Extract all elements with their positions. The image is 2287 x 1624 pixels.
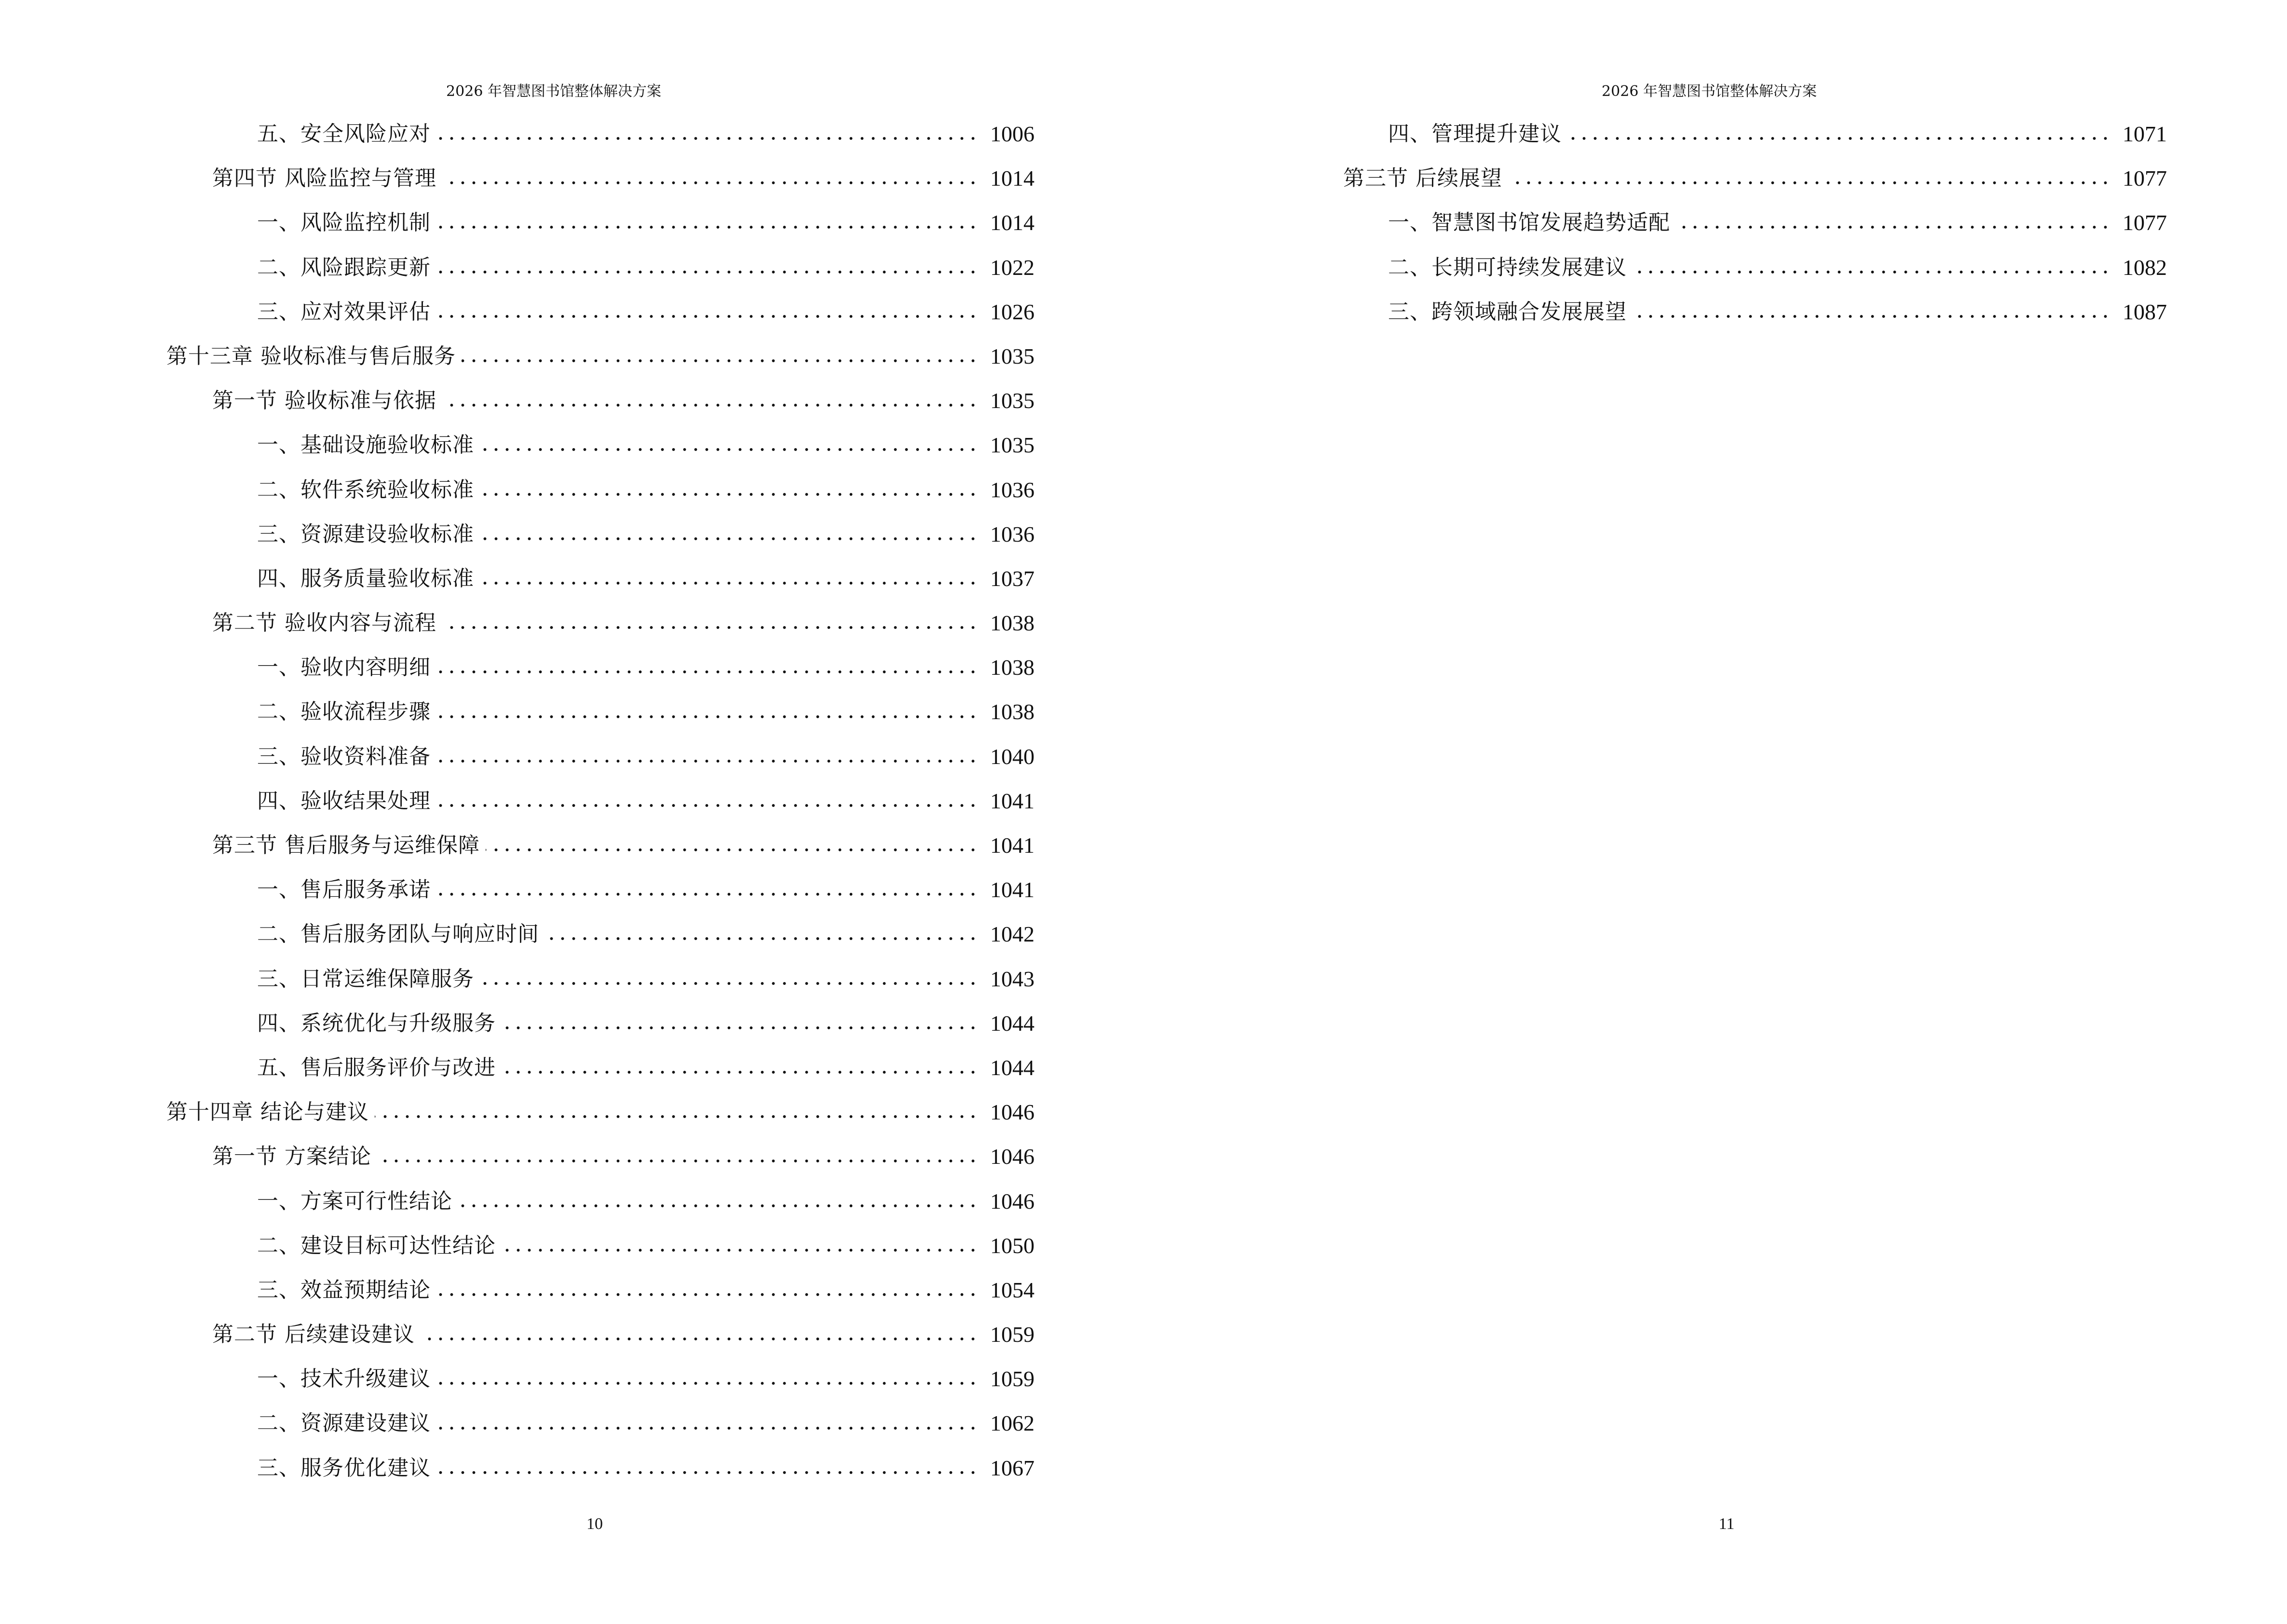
dot-leader	[436, 269, 979, 275]
toc-entry-item[interactable]	[166, 957, 1035, 1001]
toc-entry-item[interactable]	[1297, 201, 2167, 245]
toc-entry-label: 二、资源建设建议	[257, 1411, 431, 1436]
dot-leader	[436, 669, 979, 675]
toc-entry-label: 一、风险监控机制	[257, 210, 431, 235]
toc-entry-label: 三、日常运维保障服务	[257, 966, 474, 991]
dot-leader	[436, 224, 979, 230]
toc-entry-chapter[interactable]	[166, 1090, 1035, 1134]
toc-entry-label: 一、基础设施验收标准	[257, 433, 474, 458]
toc-entry-item[interactable]	[166, 290, 1035, 334]
dot-leader	[1633, 314, 2111, 319]
toc-entry-label: 二、验收流程步骤	[257, 699, 431, 724]
toc-entry-page-number: 1046	[990, 1100, 1035, 1125]
toc-entry-page-number: 1038	[990, 655, 1035, 680]
toc-entry-page-number: 1046	[990, 1144, 1035, 1169]
toc-entry-label: 第一节 方案结论	[212, 1144, 371, 1169]
toc-entry-item[interactable]	[166, 1446, 1035, 1490]
toc-entry-label: 第二节 验收内容与流程	[212, 611, 436, 636]
toc-entry-section[interactable]	[166, 156, 1035, 201]
toc-entry-label: 第三节 售后服务与运维保障	[212, 833, 480, 858]
toc-entry-label: 三、应对效果评估	[257, 299, 431, 324]
dot-leader	[436, 714, 979, 720]
toc-entry-item[interactable]	[166, 912, 1035, 956]
page-number: 11	[1718, 1515, 1735, 1533]
toc-entry-section[interactable]	[1297, 156, 2167, 201]
toc-entry-page-number: 1077	[2123, 210, 2167, 235]
running-header: 2026 年智慧图书馆整体解决方案	[446, 83, 661, 100]
toc-entry-label: 第一节 验收标准与依据	[212, 388, 436, 413]
toc-entry-page-number: 1050	[990, 1233, 1035, 1258]
dot-leader	[1508, 180, 2111, 186]
toc-entry-label: 第十四章 结论与建议	[166, 1100, 369, 1125]
toc-entry-label: 三、验收资料准备	[257, 744, 431, 769]
toc-entry-section[interactable]	[166, 601, 1035, 645]
toc-entry-item[interactable]	[166, 1268, 1035, 1312]
toc-entry-page-number: 1067	[990, 1455, 1035, 1480]
toc-entry-page-number: 1044	[990, 1055, 1035, 1080]
toc-entry-page-number: 1044	[990, 1010, 1035, 1036]
toc-list	[166, 112, 1035, 1490]
toc-entry-label: 一、方案可行性结论	[257, 1188, 452, 1214]
toc-entry-label: 三、服务优化建议	[257, 1455, 431, 1480]
toc-entry-label: 三、资源建设验收标准	[257, 521, 474, 546]
dot-leader	[436, 891, 979, 897]
toc-entry-label: 三、效益预期结论	[257, 1277, 431, 1302]
dot-leader	[436, 136, 979, 141]
toc-entry-item[interactable]	[1297, 112, 2167, 156]
toc-entry-label: 一、售后服务承诺	[257, 877, 431, 902]
toc-entry-page-number: 1006	[990, 122, 1035, 146]
toc-entry-item[interactable]	[166, 201, 1035, 245]
dot-leader	[545, 936, 979, 942]
dot-leader	[442, 180, 979, 186]
dot-leader	[502, 1069, 979, 1075]
toc-entry-item[interactable]	[166, 1357, 1035, 1401]
toc-entry-page-number: 1035	[990, 433, 1035, 458]
dot-leader	[436, 803, 979, 808]
toc-entry-page-number: 1062	[990, 1411, 1035, 1436]
toc-entry-page-number: 1042	[990, 922, 1035, 947]
toc-entry-item[interactable]	[166, 1224, 1035, 1268]
dot-leader	[436, 1292, 979, 1297]
toc-entry-item[interactable]	[166, 868, 1035, 912]
toc-entry-label: 一、智慧图书馆发展趋势适配	[1388, 210, 1670, 235]
toc-entry-page-number: 1071	[2123, 122, 2167, 146]
toc-entry-item[interactable]	[166, 1001, 1035, 1046]
toc-entry-page-number: 1036	[990, 477, 1035, 502]
toc-entry-item[interactable]	[166, 735, 1035, 779]
toc-entry-item[interactable]	[166, 423, 1035, 467]
dot-leader	[1676, 224, 2111, 230]
toc-entry-page-number: 1014	[990, 210, 1035, 235]
toc-entry-label: 第十三章 验收标准与售后服务	[166, 343, 456, 368]
toc-entry-page-number: 1054	[990, 1277, 1035, 1302]
dot-leader	[1567, 136, 2111, 141]
dot-leader	[436, 1425, 979, 1431]
dot-leader	[442, 625, 979, 630]
toc-page-right	[1144, 0, 2287, 1624]
toc-entry-label: 二、售后服务团队与响应时间	[257, 922, 539, 947]
toc-entry-section[interactable]	[166, 823, 1035, 868]
toc-entry-item[interactable]	[166, 246, 1035, 290]
toc-entry-page-number: 1043	[990, 966, 1035, 991]
toc-entry-page-number: 1082	[2123, 255, 2167, 280]
dot-leader	[458, 1203, 979, 1209]
toc-entry-page-number: 1059	[990, 1366, 1035, 1392]
toc-entry-item[interactable]	[166, 690, 1035, 734]
toc-entry-item[interactable]	[166, 112, 1035, 156]
toc-entry-item[interactable]	[166, 1179, 1035, 1224]
toc-entry-page-number: 1036	[990, 521, 1035, 546]
toc-entry-item[interactable]	[166, 779, 1035, 823]
toc-entry-page-number: 1041	[990, 833, 1035, 858]
toc-entry-item[interactable]	[1297, 246, 2167, 290]
toc-entry-label: 第四节 风险监控与管理	[212, 166, 436, 191]
toc-entry-label: 第二节 后续建设建议	[212, 1322, 415, 1347]
dot-leader	[486, 847, 979, 853]
toc-entry-label: 四、服务质量验收标准	[257, 566, 474, 591]
toc-list	[1297, 112, 2167, 334]
toc-entry-section[interactable]	[166, 1134, 1035, 1179]
dot-leader	[436, 758, 979, 764]
toc-entry-label: 三、跨领域融合发展展望	[1388, 299, 1627, 324]
toc-entry-page-number: 1087	[2123, 299, 2167, 324]
toc-entry-item[interactable]	[1297, 290, 2167, 334]
toc-entry-label: 一、验收内容明细	[257, 655, 431, 680]
toc-entry-page-number: 1059	[990, 1322, 1035, 1347]
dot-leader	[502, 1025, 979, 1031]
toc-entry-page-number: 1022	[990, 255, 1035, 280]
toc-entry-label: 五、售后服务评价与改进	[257, 1055, 496, 1080]
toc-entry-item[interactable]	[166, 468, 1035, 512]
dot-leader	[1633, 269, 2111, 275]
toc-entry-item[interactable]	[166, 1401, 1035, 1446]
toc-entry-page-number: 1038	[990, 699, 1035, 724]
dot-leader	[480, 981, 979, 986]
dot-leader	[375, 1114, 979, 1119]
toc-entry-page-number: 1077	[2123, 166, 2167, 191]
toc-entry-label: 第三节 后续展望	[1343, 166, 1502, 191]
toc-entry-page-number: 1041	[990, 788, 1035, 813]
toc-entry-label: 五、安全风险应对	[257, 122, 431, 146]
dot-leader	[421, 1336, 979, 1342]
toc-entry-chapter[interactable]	[166, 334, 1035, 379]
dot-leader	[480, 491, 979, 497]
toc-entry-page-number: 1026	[990, 299, 1035, 324]
dot-leader	[436, 1470, 979, 1475]
toc-entry-page-number: 1038	[990, 611, 1035, 636]
toc-entry-label: 二、长期可持续发展建议	[1388, 255, 1627, 280]
toc-entry-page-number: 1035	[990, 343, 1035, 368]
toc-entry-page-number: 1035	[990, 388, 1035, 413]
dot-leader	[436, 314, 979, 319]
toc-entry-item[interactable]	[166, 1046, 1035, 1090]
toc-entry-label: 二、建设目标可达性结论	[257, 1233, 496, 1258]
page-number: 10	[586, 1515, 603, 1533]
toc-entry-item[interactable]	[166, 512, 1035, 557]
toc-entry-label: 二、软件系统验收标准	[257, 477, 474, 502]
running-header: 2026 年智慧图书馆整体解决方案	[1602, 83, 1817, 100]
toc-entry-section[interactable]	[166, 1312, 1035, 1357]
toc-entry-label: 四、验收结果处理	[257, 788, 431, 813]
toc-entry-page-number: 1037	[990, 566, 1035, 591]
dot-leader	[462, 358, 979, 364]
toc-entry-label: 四、管理提升建议	[1388, 122, 1562, 146]
dot-leader	[480, 536, 979, 542]
dot-leader	[480, 447, 979, 452]
toc-entry-label: 二、风险跟踪更新	[257, 255, 431, 280]
toc-entry-page-number: 1040	[990, 744, 1035, 769]
toc-entry-item[interactable]	[166, 557, 1035, 601]
dot-leader	[442, 402, 979, 408]
dot-leader	[377, 1158, 979, 1164]
toc-entry-label: 一、技术升级建议	[257, 1366, 431, 1392]
dot-leader	[502, 1247, 979, 1253]
dot-leader	[436, 1380, 979, 1386]
toc-entry-label: 四、系统优化与升级服务	[257, 1010, 496, 1036]
toc-entry-item[interactable]	[166, 645, 1035, 690]
toc-entry-page-number: 1041	[990, 877, 1035, 902]
dot-leader	[480, 580, 979, 586]
toc-entry-page-number: 1046	[990, 1188, 1035, 1214]
toc-entry-section[interactable]	[166, 379, 1035, 423]
toc-entry-page-number: 1014	[990, 166, 1035, 191]
